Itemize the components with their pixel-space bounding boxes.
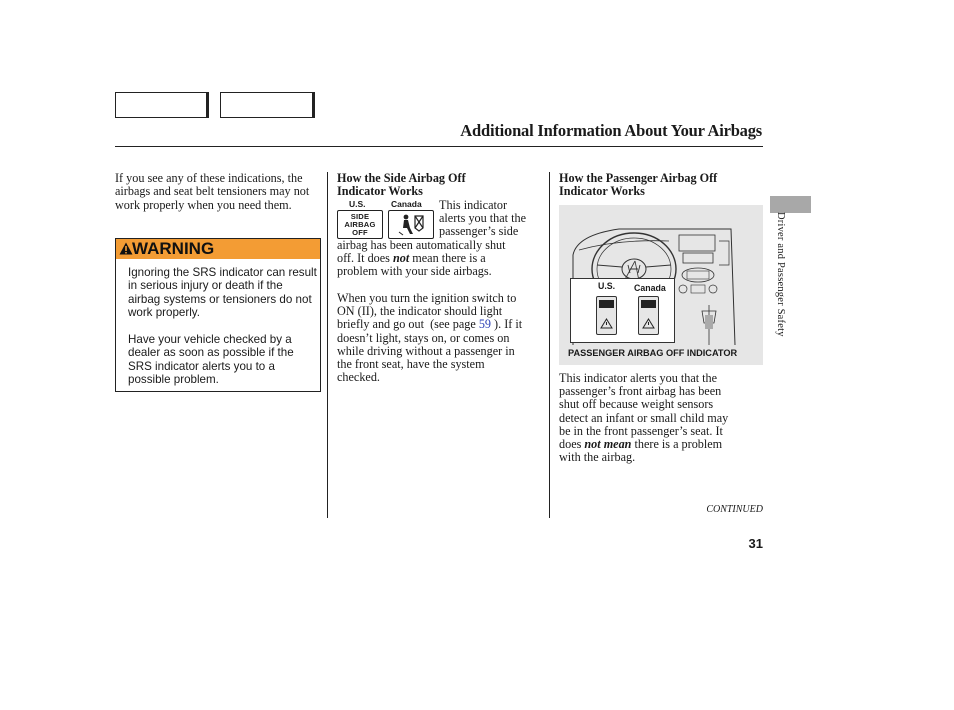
side-p2-line3-a: briefly and go out (see page bbox=[337, 317, 479, 331]
passenger-p-line4: detect an infant or small child may bbox=[559, 411, 729, 425]
passenger-p-line6-a: does bbox=[559, 437, 585, 451]
side-p2-line2: ON (II), the indicator should light bbox=[337, 304, 503, 318]
section-tab[interactable] bbox=[770, 196, 811, 213]
side-p1-line6: problem with your side airbags. bbox=[337, 264, 492, 278]
passenger-airbag-heading-line2: Indicator Works bbox=[559, 184, 645, 198]
warning-box bbox=[115, 238, 321, 392]
side-airbag-off-indicator-us bbox=[337, 210, 383, 239]
side-p1-line5-a: off. It does bbox=[337, 251, 393, 265]
side-p2-line1: When you turn the ignition switch to bbox=[337, 291, 517, 305]
passenger-p-line3: shut off because weight sensors bbox=[559, 397, 714, 411]
side-airbag-heading-line2: Indicator Works bbox=[337, 184, 423, 198]
passenger-p-line6-b: there is a problem bbox=[631, 437, 723, 451]
nav-button-1[interactable] bbox=[115, 92, 207, 118]
side-airbag-heading-line1: How the Side Airbag Off bbox=[337, 171, 466, 185]
passenger-p-line5: be in the front passenger’s seat. It bbox=[559, 424, 723, 438]
warning-paragraph-1: Ignoring the SRS indicator can result in serious injury or death if the airbag systems or tensioners do not work properly. bbox=[128, 266, 317, 320]
side-ind-line2: AIRBAG bbox=[344, 219, 376, 229]
page-title: Additional Information About Your Airbags bbox=[460, 121, 762, 140]
warning-paragraph-2: Have your vehicle checked by a dealer as soon as possible if the SRS indicator alerts you to a possible problem. bbox=[128, 333, 294, 387]
side-p2-line3 bbox=[337, 318, 522, 331]
column-divider-1 bbox=[327, 172, 328, 518]
side-p1-line2: alerts you that the bbox=[439, 211, 526, 225]
side-canada-label: Canada bbox=[391, 199, 422, 209]
title-rule bbox=[115, 146, 763, 147]
section-tab-label: Driver and Passenger Safety bbox=[775, 212, 786, 337]
side-airbag-off-indicator-canada bbox=[388, 210, 434, 239]
passenger-indicator-us bbox=[596, 296, 617, 335]
side-ind-line3: OFF bbox=[352, 227, 368, 237]
side-p1-line4: airbag has been automatically shut bbox=[337, 238, 506, 252]
passenger-airbag-us-icon bbox=[597, 297, 616, 334]
warning-bar bbox=[116, 239, 320, 259]
passenger-indicator-canada bbox=[638, 296, 659, 335]
intro-paragraph: If you see any of these indications, the airbags and seat belt tensioners may not work properly when you need them. bbox=[115, 171, 310, 212]
side-p2-line4: doesn’t light, stays on, or comes on bbox=[337, 331, 510, 345]
passenger-airbag-heading-line1: How the Passenger Airbag Off bbox=[559, 171, 718, 185]
side-p1-line1: This indicator bbox=[439, 198, 508, 212]
dashboard-figure bbox=[559, 205, 763, 365]
passenger-p-line7: with the airbag. bbox=[559, 450, 636, 464]
warning-triangle-icon bbox=[119, 242, 133, 255]
indicator-inset bbox=[570, 278, 675, 343]
continued-label: CONTINUED bbox=[706, 504, 763, 515]
figure-caption: PASSENGER AIRBAG OFF INDICATOR bbox=[568, 348, 738, 358]
side-p2-line3-b: ). If it bbox=[491, 317, 523, 331]
column-divider-2 bbox=[549, 172, 550, 518]
side-p2-line5: while driving without a passenger in bbox=[337, 344, 515, 358]
side-p2-line6: the front seat, have the system bbox=[337, 357, 485, 371]
passenger-p-not-mean: not mean bbox=[584, 437, 632, 451]
page-59-link[interactable]: 59 bbox=[478, 317, 491, 331]
fig-canada-label: Canada bbox=[634, 283, 666, 293]
side-p2-line7: checked. bbox=[337, 370, 380, 384]
side-us-label: U.S. bbox=[349, 199, 366, 209]
side-airbag-symbol-icon bbox=[389, 211, 433, 238]
fig-us-label: U.S. bbox=[598, 281, 616, 291]
passenger-p-line2: passenger’s front airbag has been bbox=[559, 384, 722, 398]
nav-button-2[interactable] bbox=[220, 92, 313, 118]
side-ind-line1: SIDE bbox=[350, 212, 370, 221]
warning-label: WARNING bbox=[132, 239, 215, 258]
page-number: 31 bbox=[748, 536, 763, 551]
side-p1-line5-b: mean there is a bbox=[409, 251, 486, 265]
passenger-p-line1: This indicator alerts you that the bbox=[559, 371, 718, 385]
side-p1-line3: passenger’s side bbox=[439, 224, 519, 238]
side-p1-not: not bbox=[392, 251, 410, 265]
passenger-airbag-canada-icon bbox=[639, 297, 658, 334]
